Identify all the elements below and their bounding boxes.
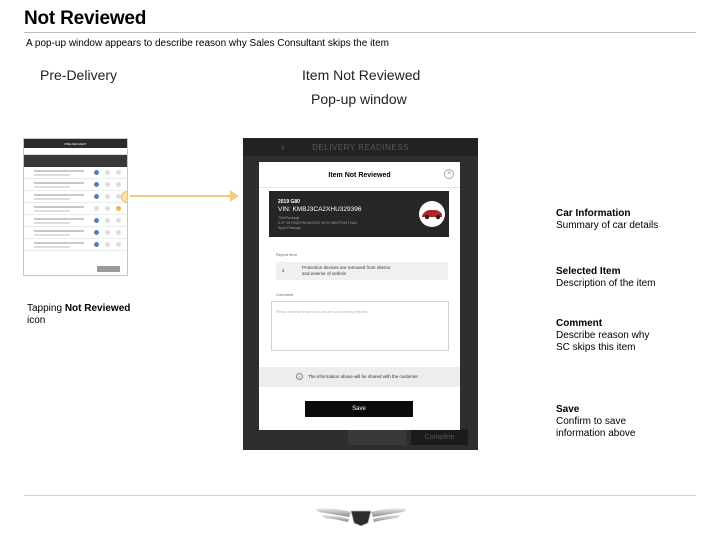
pre-delivery-screen-thumbnail [23, 138, 128, 276]
title-divider [24, 32, 696, 33]
info-icon: i [296, 373, 303, 380]
list-item [24, 179, 127, 191]
not-reviewed-icon-highlight[interactable] [121, 191, 128, 203]
save-button[interactable]: Save [305, 401, 413, 417]
car-trim-label: Trim/Package [278, 216, 300, 220]
thumbnail-next-button[interactable] [97, 266, 120, 272]
list-item [24, 167, 127, 179]
list-item [24, 239, 127, 251]
flow-arrow-head [230, 190, 239, 202]
note-selected-item: Selected Item Description of the item [556, 266, 656, 289]
pre-delivery-heading: Pre-Delivery [40, 67, 118, 83]
list-item [24, 215, 127, 227]
comment-input[interactable] [271, 301, 449, 351]
report-item-text: Protection devices are removed from interior and exterior of vehicle [302, 265, 391, 276]
comment-placeholder: Please describe reason why you are not reviewing this item [276, 310, 369, 314]
item-not-reviewed-modal [259, 162, 460, 430]
list-item [24, 227, 127, 239]
share-notice-bar [259, 367, 460, 387]
close-icon[interactable]: × [444, 169, 454, 179]
report-item-label: Report Item [276, 252, 297, 257]
car-information-card [269, 191, 449, 237]
share-notice-text: The information above will be shared with the customer [308, 374, 419, 379]
comment-label: Comment [276, 292, 294, 297]
device-header: DELIVERY READINESS [243, 138, 478, 156]
genesis-wings-logo [313, 503, 409, 534]
footer-divider [24, 495, 696, 496]
item-not-reviewed-heading: Item Not Reviewed [302, 67, 421, 83]
thumbnail-banner [24, 155, 127, 167]
thumbnail-tabs [24, 148, 127, 155]
note-comment: Comment Describe reason why SC skips this item [556, 318, 650, 353]
page-title: Not Reviewed [24, 8, 147, 29]
device-complete-button[interactable]: Complete [411, 429, 468, 445]
page-subtitle: A pop-up window appears to describe reason why Sales Consultant skips the item [26, 38, 389, 49]
note-car-information: Car Information Summary of car details [556, 208, 659, 231]
flow-arrow-line [130, 195, 230, 197]
popup-window-heading: Pop-up window [311, 91, 407, 107]
back-arrow-icon[interactable]: ‹ [281, 142, 285, 153]
note-save: Save Confirm to save information above [556, 404, 636, 439]
modal-divider [259, 187, 460, 188]
list-item [24, 191, 127, 203]
list-item [24, 203, 127, 215]
thumbnail-header: PRE-DELIVERY [24, 139, 127, 148]
car-year-model: 2019 G80 [278, 199, 300, 205]
car-trim-value: 3.3T V6 RWD ENHANCED WITH WAYPOINT NAV [278, 221, 358, 225]
tap-caption: Tapping Not Reviewed icon [27, 303, 131, 326]
selected-item-box [276, 262, 448, 280]
car-package: Sport Package [278, 226, 301, 230]
device-secondary-button[interactable] [348, 429, 406, 445]
report-item-number: 2 [282, 268, 285, 273]
car-image [419, 201, 445, 227]
car-vin: VIN: KMBJ3CA2XHU329396 [278, 206, 362, 213]
modal-title: Item Not Reviewed [328, 172, 391, 179]
